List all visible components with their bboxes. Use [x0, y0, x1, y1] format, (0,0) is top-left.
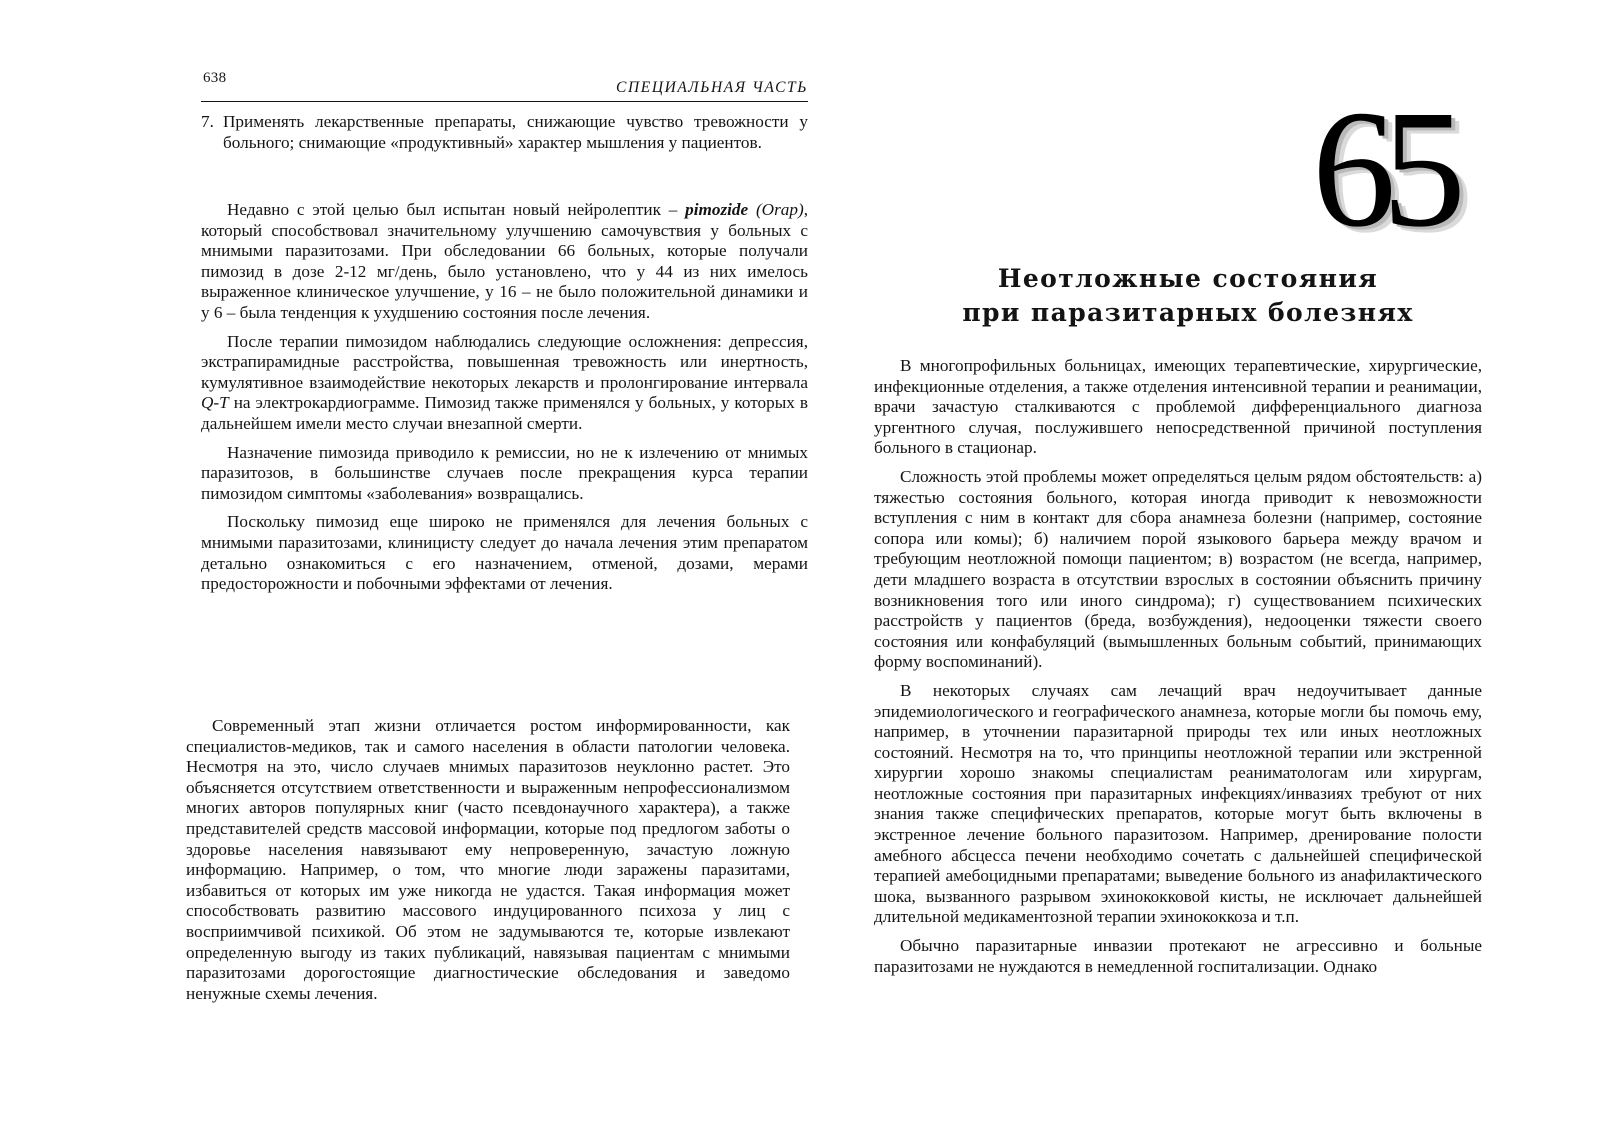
running-head: СПЕЦИАЛЬНАЯ ЧАСТЬ — [616, 79, 808, 96]
paragraph-text: на электрокардиограмме. Пимозид также применялся у больных, у которых в дальнейшем имели место случаи внезапной смерти. — [201, 393, 808, 433]
paragraph: Назначение пимозида приводило к ремиссии, но не к излечению от мнимых паразитозов, в большинстве случаев после прекращения курса терапии пимозидом симптомы «заболевания» возвращались. — [201, 442, 808, 503]
chapter-title — [918, 262, 1458, 330]
left-paragraphs-bottom — [186, 716, 790, 1012]
paragraph-text: , который способствовал значительному улучшению самочувствия у больных с мнимыми паразитозами. При обследовании 66 больных, которые получали пимозид в дозе 2-12 мг/день, было установлено, что у 44 из них имелось выраженное клиническое улучшение, у 16 – не было положительной динамики и у 6 – была тенденция к ухудшению состояния после лечения. — [201, 200, 808, 322]
list-item-text: Применять лекарственные препараты, снижающие чувство тревожности у больного; снимающие «продуктивный» характер мышления у пациентов. — [223, 112, 808, 152]
drug-brand: (Orap) — [755, 200, 804, 219]
paragraph-text: После терапии пимозидом наблюдались следующие осложнения: депрессия, экстрапирамидные расстройства, повышенная тревожность или инертность, кумулятивное взаимодействие некоторых лекарств и пролонгирование интервала — [201, 331, 808, 392]
right-paragraphs — [874, 356, 1482, 985]
interval-name: Q-T — [201, 393, 229, 413]
drug-name: pimozide — [685, 200, 749, 219]
paragraph: В многопрофильных больницах, имеющих терапевтические, хирургические, инфекционные отделения, а также отделения интенсивной терапии и реанимации, врачи зачастую сталкиваются с проблемой дифференциального диагноза ургентного случая, послужившего непосредственной причиной поступления больного в стационар. — [874, 356, 1482, 458]
paragraph: В некоторых случаях сам лечащий врач недоучитывает данные эпидемиологического и географического анамнеза, которые могли бы помочь ему, например, в уточнении паразитарной природы тех или иных неотложных состояний. Несмотря на то, что принципы неотложной терапии или экстренной хирургии хорошо знакомы специалистам реаниматологам или хирургам, неотложные состояния при паразитарных инфекциях/инвазиях требуют от них знания также специфических препаратов, которые могут быть включены в экстренное лечение больного паразитозом. Например, дренирование полости амебного абсцесса печени необходимо сочетать с дальнейшей специфической терапией амебоцидными препаратами; выведение больного из анафилактического шока, вызванного разрывом эхинококковой кисты, не исключает дальнейшей длительной медикаментозной терапии эхинококкоза и т.п. — [874, 680, 1482, 927]
paragraph: Современный этап жизни отличается ростом информированности, как специалистов-медиков, так и самого населения в области патологии человека. Несмотря на это, число случаев мнимых паразитозов неуклонно растет. Это объясняется отсутствием ответственности и выраженным непрофессионализмом многих авторов популярных книг (часто псевдонаучного характера), а также представителей средств массовой информации, которые под предлогом заботы о здоровье населения навязывают ему непроверенную, зачастую ложную информацию. Например, о том, что многие люди заражены паразитами, избавиться от которых им уже никогда не удастся. Такая информация может способствовать развитию массового индуцированного психоза у лиц с восприимчивой психикой. Об этом не задумываются те, которые извлекают определенную выгоду из таких публикаций, навязывая пациентам с мнимыми паразитозами дорогостоящие диагностические обследования и заведомо ненужные схемы лечения. — [186, 716, 790, 1003]
chapter-title-line: при паразитарных болезнях — [962, 298, 1414, 327]
paragraph: Поскольку пимозид еще широко не применялся для лечения больных с мнимыми паразитозами, клиницисту следует до начала лечения этим препаратом детально ознакомиться с его назначением, отменой, дозами, мерами предосторожности и побочными эффектами от лечения. — [201, 512, 808, 594]
list-block — [201, 112, 808, 153]
paragraph — [201, 200, 808, 324]
left-paragraphs-top — [201, 200, 808, 603]
paragraph-text: Недавно с этой целью был испытан новый нейролептик – — [227, 200, 686, 219]
header-rule — [201, 101, 808, 102]
paragraph: Обычно паразитарные инвазии протекают не агрессивно и больные паразитозами не нуждаются в немедленной госпитализации. Однако — [874, 936, 1482, 976]
paragraph: Сложность этой проблемы может определяться целым рядом обстоятельств: а) тяжестью состояния больного, которая иногда приводит к невозможности вступления с ним в контакт для сбора анамнеза болезни (например, состояние сопора или комы); б) наличием порой языкового барьера между врачом и требующим неотложной помощи пациентом; в) возрастом (не всегда, например, дети младшего возраста в отсутствии взрослых в состоянии объяснить причину возникновения того или иного синдрома); г) существованием психических расстройств у пациентов (бреда, возбуждения), недооценки тяжести своего состояния или конфабуляций (вымышленных больным событий, принимающих форму воспоминаний). — [874, 466, 1482, 672]
chapter-title-line: Неотложные состояния — [997, 264, 1379, 293]
page-number: 638 — [203, 70, 227, 86]
list-item-number: 7. — [201, 112, 214, 131]
right-page — [800, 0, 1600, 1132]
chapter-number: 65 — [1312, 76, 1452, 262]
paragraph — [201, 332, 808, 435]
list-item — [201, 112, 808, 153]
